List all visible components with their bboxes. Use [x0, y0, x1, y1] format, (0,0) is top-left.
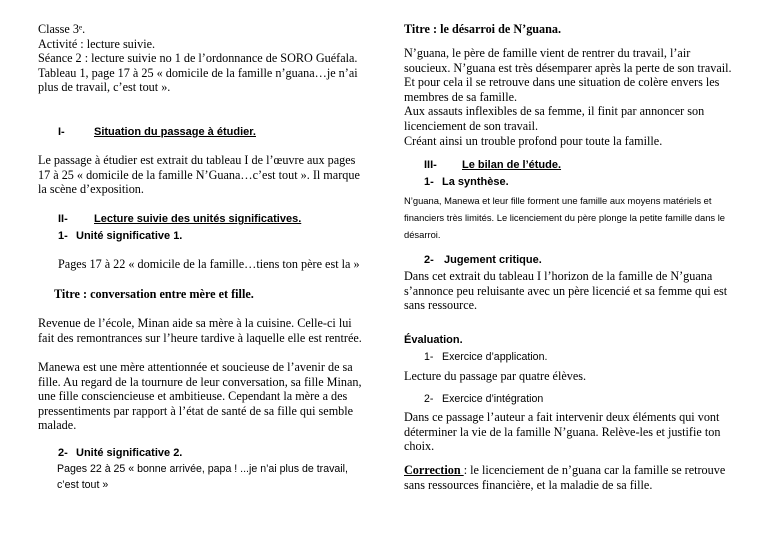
exercise-2-text: Dans ce passage l’auteur a fait intervenir deux éléments qui vont déterminer la vie de la famille N’guana. Relève-les et justifie ton choix.: [404, 410, 721, 454]
class-line: Classe 3ᵉ.: [38, 22, 86, 36]
exercise-2-heading: 2- Exercice d’intégration: [424, 393, 544, 405]
judgement-text: Dans cet extrait du tableau I l’horizon de la famille de N’guana s’annonce peu reluisante avec un père licencié et sa femme qui est sans ressource.: [404, 269, 728, 313]
exercise-1-heading: 1- Exercice d’application.: [424, 351, 548, 363]
header-block: [38, 22, 368, 95]
unit-1-subtitle: Titre : conversation entre mère et fille.: [54, 287, 254, 301]
unit-2-text-1: N’guana, le père de famille vient de rentrer du travail, l’air soucieux. N’guana est très désemparer après la perte de son travail. Et pour cela il se retrouve dans une situation de colère envers les membres de sa famille.: [404, 46, 732, 104]
left-column: [38, 0, 368, 543]
unit-1-text-2: Manewa est une mère attentionnée et soucieuse de l’avenir de sa fille. Au regard de la tournure de leur conversation, sa fille Minan, une fille consciencieuse et ambitieuse. Cependant la mère a des pressentiments par rapport à l’état de santé de sa fille qui semble malade.: [38, 360, 362, 433]
synthesis-heading: 1- La synthèse.: [424, 176, 509, 188]
session-line: Séance 2 : lecture suivie no 1 de l’ordonnance de SORO Guéfala.: [38, 51, 358, 66]
exercise-1-text: Lecture du passage par quatre élèves.: [404, 369, 587, 383]
unit-1-heading: 1- Unité significative 1.: [58, 230, 183, 242]
unit-2-text-2: Aux assauts inflexibles de sa femme, il finit par annoncer son licenciement de son travail.: [404, 104, 705, 133]
section-3-heading: III- Le bilan de l’étude.: [424, 159, 562, 171]
synthesis-text: N’guana, Manewa et leur fille forment une famille aux moyens matériels et financiers très limités. Le licenciement du père plonge la petite famille dans le désarroi.: [404, 195, 726, 240]
evaluation-heading: Évaluation.: [404, 334, 463, 346]
unit-2-heading: 2- Unité significative 2.: [58, 447, 183, 459]
unit-2-text: [404, 46, 734, 148]
unit-2-text-3: Créant ainsi un trouble profond pour toute la famille.: [404, 133, 663, 148]
right-column: [404, 0, 734, 543]
unit-2-subtitle: Titre : le désarroi de N’guana.: [404, 22, 562, 36]
section-1-text: Le passage à étudier est extrait du tableau I de l’œuvre aux pages 17 à 25 « domicile de la famille N’Guana…c’est tout ». Il marque la scène d’exposition.: [38, 153, 360, 197]
unit-1-pages: Pages 17 à 22 « domicile de la famille…tiens ton père est la »: [58, 257, 360, 271]
unit-1-text-1: Revenue de l’école, Minan aide sa mère à la cuisine. Celle-ci lui fait des remontrances sur l’heure tardive à laquelle elle est rentrée.: [38, 316, 362, 345]
correction-label: Correction: [404, 463, 464, 477]
section-1-heading: I- Situation du passage à étudier.: [58, 126, 256, 138]
judgement-heading: 2- Jugement critique.: [424, 254, 542, 266]
section-2-heading: II- Lecture suivie des unités significatives.: [58, 213, 302, 225]
correction-text: : le licenciement de n’guana car la famille se retrouve sans ressources financière, et la maladie de sa fille.: [404, 463, 726, 492]
activity-line: Activité : lecture suivie.: [38, 36, 156, 51]
correction-paragraph: [404, 463, 734, 492]
unit-2-pages: Pages 22 à 25 « bonne arrivée, papa ! ...je n’ai plus de travail, c’est tout »: [57, 463, 348, 491]
table-line: Tableau 1, page 17 à 25 « domicile de la famille n’guana…je n’ai plus de travail, c’est tout ».: [38, 65, 358, 95]
